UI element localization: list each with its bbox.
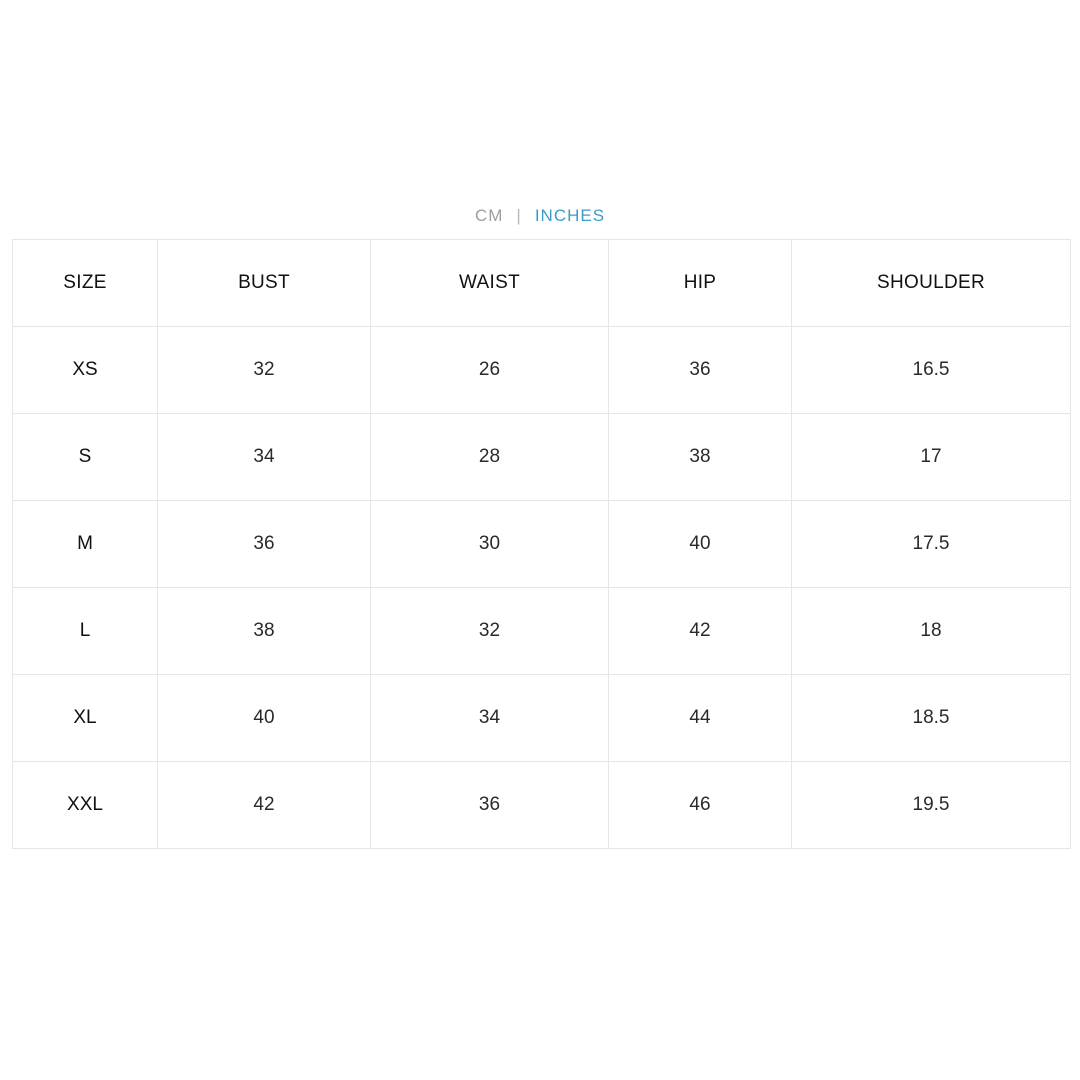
hip-cell: 42 <box>609 588 792 675</box>
table-row <box>13 327 1071 414</box>
column-header-hip: HIP <box>609 240 792 327</box>
bust-cell: 38 <box>158 588 371 675</box>
bust-cell: 40 <box>158 675 371 762</box>
waist-cell: 30 <box>371 501 609 588</box>
hip-cell: 36 <box>609 327 792 414</box>
size-cell: S <box>13 414 158 501</box>
waist-cell: 34 <box>371 675 609 762</box>
size-chart-table <box>12 239 1071 849</box>
table-row <box>13 414 1071 501</box>
column-header-shoulder: SHOULDER <box>792 240 1071 327</box>
shoulder-cell: 17 <box>792 414 1071 501</box>
shoulder-cell: 18 <box>792 588 1071 675</box>
column-header-waist: WAIST <box>371 240 609 327</box>
hip-cell: 40 <box>609 501 792 588</box>
table-header-row <box>13 240 1071 327</box>
table-row <box>13 588 1071 675</box>
bust-cell: 36 <box>158 501 371 588</box>
bust-cell: 34 <box>158 414 371 501</box>
size-cell: XS <box>13 327 158 414</box>
shoulder-cell: 19.5 <box>792 762 1071 849</box>
unit-option-cm[interactable]: CM <box>474 206 504 225</box>
shoulder-cell: 17.5 <box>792 501 1071 588</box>
unit-toggle <box>0 204 1080 228</box>
column-header-size: SIZE <box>13 240 158 327</box>
waist-cell: 36 <box>371 762 609 849</box>
shoulder-cell: 18.5 <box>792 675 1071 762</box>
waist-cell: 32 <box>371 588 609 675</box>
unit-option-inches[interactable]: INCHES <box>534 206 606 225</box>
hip-cell: 44 <box>609 675 792 762</box>
bust-cell: 42 <box>158 762 371 849</box>
table-row <box>13 501 1071 588</box>
size-cell: XXL <box>13 762 158 849</box>
shoulder-cell: 16.5 <box>792 327 1071 414</box>
waist-cell: 26 <box>371 327 609 414</box>
size-cell: M <box>13 501 158 588</box>
table-row <box>13 675 1071 762</box>
hip-cell: 38 <box>609 414 792 501</box>
bust-cell: 32 <box>158 327 371 414</box>
hip-cell: 46 <box>609 762 792 849</box>
table-row <box>13 762 1071 849</box>
waist-cell: 28 <box>371 414 609 501</box>
column-header-bust: BUST <box>158 240 371 327</box>
size-cell: L <box>13 588 158 675</box>
size-cell: XL <box>13 675 158 762</box>
unit-separator: | <box>516 206 522 225</box>
